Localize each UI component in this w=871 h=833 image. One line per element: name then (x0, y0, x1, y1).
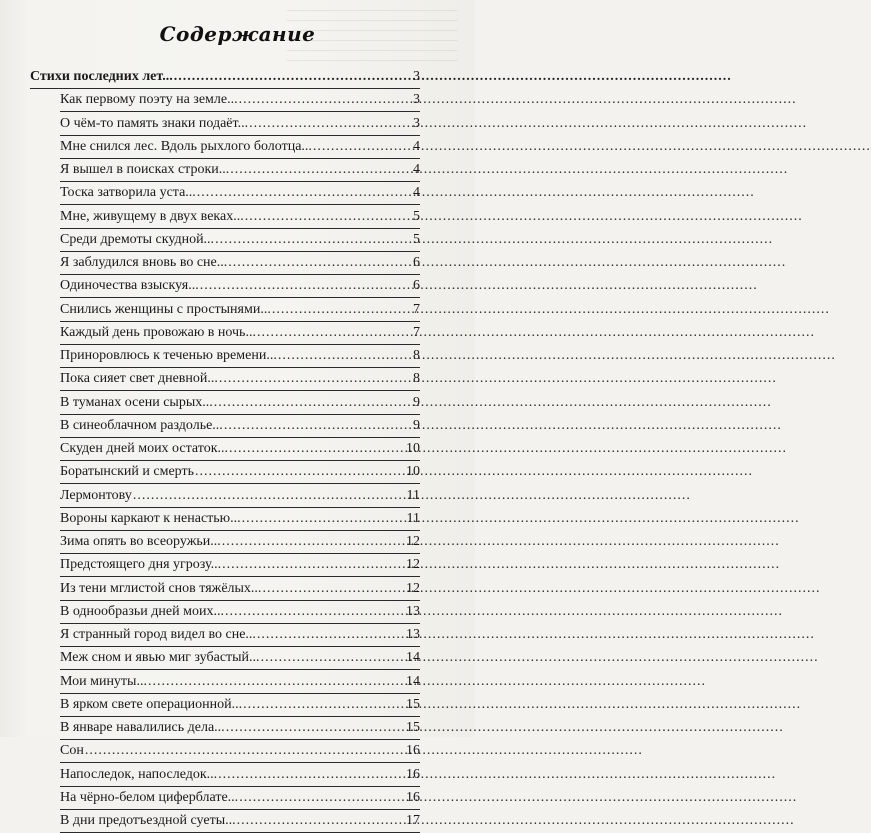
toc-entry-title: Снились женщины с простынями... (60, 301, 271, 317)
toc-section (30, 66, 420, 89)
toc-entry-text (60, 415, 400, 437)
toc-entry (30, 694, 420, 717)
toc-entry (30, 740, 420, 763)
toc-entry (30, 136, 420, 159)
toc-entry (30, 647, 420, 670)
toc-entry-text (60, 206, 400, 228)
toc-entry (30, 345, 420, 368)
toc-entry (30, 554, 420, 577)
toc-entry-title: Мои минуты... (60, 673, 147, 689)
toc-entry-title: Я заблудился вновь во сне... (60, 255, 228, 270)
toc-entry-page: 5 (413, 208, 420, 224)
toc-entry (30, 206, 420, 229)
dot-leader (249, 113, 807, 135)
dot-leader (148, 671, 706, 693)
toc-entry (30, 113, 420, 136)
toc-entry-text (60, 368, 400, 390)
toc-entry-page: 11 (406, 487, 420, 503)
toc-entry-title: Я странный город видел во сне... (60, 627, 256, 642)
toc-entry-page: 4 (413, 162, 420, 177)
toc-entry (30, 89, 420, 112)
toc-entry-title: О чём-то память знаки подаёт... (60, 115, 249, 131)
toc-entry-page: 10 (406, 441, 420, 456)
toc-entry-page: 15 (406, 720, 420, 735)
toc-entry-title: Мне снился лес. Вдоль рыхлого болотца... (60, 138, 312, 154)
toc-entry-page: 16 (406, 766, 420, 782)
toc-entry-title: Напоследок, напоследок... (60, 766, 218, 782)
toc-entry-text (60, 624, 400, 646)
toc-section-entry (30, 66, 400, 88)
toc-entry-text (60, 671, 400, 693)
dot-leader (226, 717, 784, 739)
toc-entry-text (60, 89, 400, 111)
dot-leader (262, 578, 820, 600)
toc-entry-title: Тоска затворила уста... (60, 185, 196, 201)
toc-entry-title: В январе навалились дела... (60, 720, 225, 735)
toc-entry (30, 787, 420, 810)
toc-entry-page: 17 (406, 813, 420, 828)
dot-leader (261, 647, 819, 669)
toc-entry-text (60, 136, 400, 158)
toc-entry-title: Приноровлюсь к теченью времени... (60, 348, 277, 363)
dot-leader (229, 438, 787, 460)
page-title: Содержание (159, 22, 316, 46)
dot-leader (237, 810, 795, 832)
toc-entry-page: 12 (406, 557, 420, 573)
toc-entry (30, 415, 420, 438)
dot-leader (242, 508, 800, 530)
toc-entry-page: 13 (406, 627, 420, 642)
toc-entry-title: Боратынский и смерть (60, 464, 195, 480)
toc-entry-title: Как первому поэту на земле... (60, 92, 238, 108)
dot-leader (239, 89, 797, 111)
toc-entry-text (60, 252, 400, 274)
toc-entry-title: Меж сном и явью миг зубастый... (60, 650, 260, 666)
toc-entry-page: 8 (413, 371, 420, 387)
toc-entry-page: 6 (413, 255, 420, 270)
dot-leader (230, 159, 788, 181)
dot-leader (197, 182, 755, 204)
dot-leader (200, 275, 758, 297)
dot-leader (85, 740, 643, 762)
toc-entry-text (60, 787, 400, 809)
toc-entry-title: В туманах осени сырых... (60, 394, 213, 410)
toc-entry-title: На чёрно-белом циферблате... (60, 789, 239, 805)
toc-entry-page: 6 (413, 278, 420, 294)
toc-entry-title: Зима опять во всеоружьи... (60, 534, 221, 549)
toc-entry-text (60, 764, 400, 786)
toc-entry (30, 717, 420, 740)
dot-leader (272, 299, 830, 321)
toc-entry-text (60, 601, 400, 623)
table-of-contents (30, 66, 420, 833)
toc-entry-page: 13 (406, 603, 420, 619)
toc-entry (30, 531, 420, 554)
toc-entry-title: В однообразьи дней моих... (60, 603, 224, 619)
toc-entry-page: 12 (406, 534, 420, 549)
toc-entry (30, 229, 420, 252)
toc-entry-page: 4 (413, 185, 420, 201)
toc-entry (30, 159, 420, 182)
toc-section-label: Стихи последних лет... (30, 69, 173, 84)
dot-leader (219, 368, 777, 390)
dot-leader (222, 531, 780, 553)
toc-entry-text (60, 647, 400, 669)
toc-entry-page: 11 (406, 510, 420, 526)
toc-entry (30, 461, 420, 484)
toc-entry (30, 671, 420, 694)
toc-entry-title: Мне, живущему в двух веках... (60, 208, 244, 224)
toc-entry-page: 9 (413, 417, 420, 433)
toc-entry (30, 810, 420, 833)
toc-entry-text (60, 182, 400, 204)
dot-leader (257, 322, 815, 344)
toc-entry-text (60, 694, 400, 716)
toc-entry-text (60, 229, 400, 251)
toc-entry-page: 16 (406, 789, 420, 805)
toc-entry-title: Сон (60, 743, 84, 759)
toc-entry-text (60, 159, 400, 181)
toc-entry-title: Из тени мглистой снов тяжёлых... (60, 580, 262, 596)
toc-entry-text (60, 485, 400, 507)
dot-leader (174, 66, 732, 88)
toc-entry-page: 3 (413, 92, 420, 108)
toc-entry (30, 764, 420, 787)
toc-entry-text (60, 392, 400, 414)
toc-entry-text (60, 345, 400, 367)
dot-leader (257, 624, 815, 646)
toc-entry-text (60, 275, 400, 297)
dot-leader (215, 229, 773, 251)
toc-entry-title: Вороны каркают к ненастью... (60, 510, 241, 526)
toc-entry-title: Среди дремоты скудной... (60, 231, 215, 247)
toc-entry-title: Пока сияет свет дневной... (60, 371, 218, 387)
dot-leader (224, 415, 782, 437)
toc-entry-page: 7 (413, 301, 420, 317)
toc-entry-page: 14 (406, 650, 420, 666)
toc-entry-page: 15 (406, 696, 420, 712)
toc-entry-page: 16 (406, 743, 420, 759)
dot-leader (225, 601, 783, 623)
toc-entry-text (60, 554, 400, 576)
toc-entry-text (60, 717, 400, 739)
toc-entry-text (60, 113, 400, 135)
toc-entry-title: Скуден дней моих остаток... (60, 441, 228, 456)
dot-leader (222, 554, 780, 576)
dot-leader (243, 694, 801, 716)
toc-entry (30, 508, 420, 531)
toc-entry-title: Каждый день провожаю в ночь... (60, 324, 256, 340)
dot-leader (278, 345, 836, 367)
toc-entry-title: Я вышел в поисках строки... (60, 162, 230, 177)
toc-entry-text (60, 810, 400, 832)
toc-entry (30, 485, 420, 508)
toc-entry-text (60, 531, 400, 553)
toc-entry-page: 9 (413, 394, 420, 410)
toc-entry-title: Предстоящего дня угрозу... (60, 557, 222, 573)
toc-entry (30, 392, 420, 415)
dot-leader (218, 764, 776, 786)
toc-entry-text (60, 299, 400, 321)
toc-entry-page: 4 (413, 138, 420, 154)
toc-entry-text (60, 508, 400, 530)
toc-section-page: 3 (413, 69, 420, 84)
toc-entry-page: 5 (413, 231, 420, 247)
toc-entry-page: 12 (406, 580, 420, 596)
toc-entry (30, 368, 420, 391)
toc-entry-page: 14 (406, 673, 420, 689)
toc-entry-page: 3 (413, 115, 420, 131)
toc-entry (30, 624, 420, 647)
toc-entry-title: Одиночества взыскуя... (60, 278, 199, 294)
dot-leader (239, 787, 797, 809)
toc-entry (30, 299, 420, 322)
toc-entry (30, 275, 420, 298)
dot-leader (195, 461, 753, 483)
toc-entry-text (60, 438, 400, 460)
toc-entry-text (60, 578, 400, 600)
toc-entry (30, 322, 420, 345)
toc-entry-title: Лермонтову (60, 487, 132, 503)
toc-entry (30, 601, 420, 624)
toc-entry-page: 10 (406, 464, 420, 480)
toc-entry (30, 182, 420, 205)
toc-entry-text (60, 322, 400, 344)
toc-entry (30, 578, 420, 601)
toc-entry-text (60, 740, 400, 762)
toc-entry-text (60, 461, 400, 483)
toc-entry (30, 252, 420, 275)
toc-entry (30, 438, 420, 461)
toc-entry-title: В дни предотъездной суеты... (60, 813, 236, 828)
dot-leader (313, 136, 871, 158)
toc-entry-page: 7 (413, 324, 420, 340)
toc-entry-page: 8 (413, 348, 420, 363)
dot-leader (245, 206, 803, 228)
dot-leader (214, 392, 772, 414)
toc-entry-title: В синеоблачном раздолье... (60, 417, 223, 433)
toc-entry-title: В ярком свете операционной... (60, 696, 243, 712)
dot-leader (228, 252, 786, 274)
